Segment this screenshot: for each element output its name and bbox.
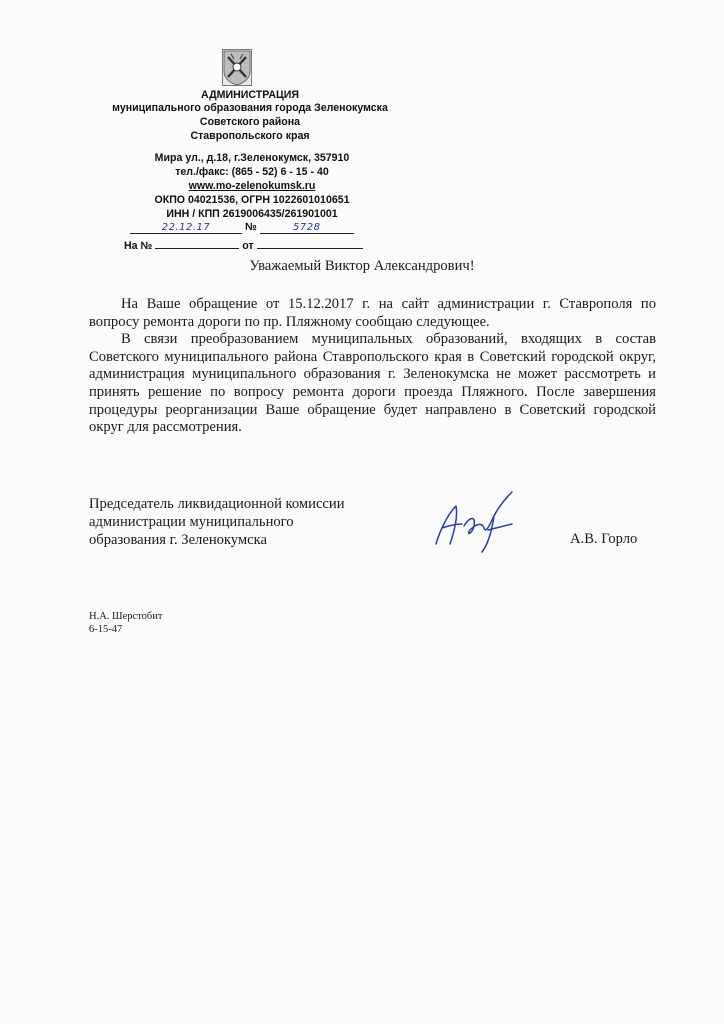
outgoing-registration xyxy=(130,221,354,234)
reply-registration xyxy=(124,236,363,252)
outgoing-date-field xyxy=(130,221,242,234)
signatory-title-line2: администрации муниципального xyxy=(89,514,294,530)
signatory-title-line1: Председатель ликвидационной комиссии xyxy=(89,496,345,512)
outgoing-number-label: № xyxy=(244,221,257,233)
org-inn: ИНН / КПП 2619006435/261901001 xyxy=(166,208,338,220)
outgoing-number-field xyxy=(260,221,354,234)
letter-body xyxy=(89,296,656,437)
executor-info xyxy=(89,610,162,636)
executor-phone: 6-15-47 xyxy=(89,624,123,635)
org-website-link[interactable]: www.mo-zelenokumsk.ru xyxy=(188,180,316,192)
executor-name: Н.А. Шерстобит xyxy=(89,611,163,622)
outgoing-number-handwritten: 5728 xyxy=(292,222,321,233)
reply-to-field xyxy=(155,236,239,249)
reply-from-label: от xyxy=(242,240,254,252)
org-phone: тел./факс: (865 - 52) 6 - 15 - 40 xyxy=(175,166,329,178)
org-name-line3: Советского района xyxy=(199,116,301,128)
org-address: Мира ул., д.18, г.Зеленокумск, 357910 xyxy=(154,152,350,164)
signatory-title xyxy=(89,495,345,549)
reply-from-field xyxy=(257,236,363,249)
org-name-line2: муниципального образования города Зеленокумска xyxy=(112,102,388,114)
handwritten-signature-icon xyxy=(430,486,526,556)
body-paragraph-2: В связи преобразованием муниципальных образований, входящих в состав Советского муниципального района Ставропольского края в Советский городской округ, администрация муниципального образования г. Зеленокумска не может рассмотреть и принять решение по вопросу ремонта дороги проезда Пляжного. После завершения процедуры реорганизации Ваше обращение будет направлено в Советский городской округ для рассмотрения. xyxy=(89,331,656,436)
org-name-line1: АДМИНИСТРАЦИЯ xyxy=(201,89,299,101)
signatory-name: А.В. Горло xyxy=(570,531,638,547)
outgoing-date-handwritten: 22.12.17 xyxy=(161,222,211,233)
greeting: Уважаемый Виктор Александрович! xyxy=(249,258,475,274)
org-okpo: ОКПО 04021536, ОГРН 1022601010651 xyxy=(154,194,350,206)
body-paragraph-1: На Ваше обращение от 15.12.2017 г. на сайт администрации г. Ставрополя по вопросу ремонта дороги по пр. Пляжному сообщаю следующее. xyxy=(89,296,656,330)
reply-to-label: На № xyxy=(124,240,153,252)
org-website-wrap xyxy=(102,179,402,194)
coat-of-arms-icon xyxy=(222,49,252,86)
org-name-line4: Ставропольского края xyxy=(190,130,310,142)
signatory-title-line3: образования г. Зеленокумска xyxy=(89,532,267,548)
